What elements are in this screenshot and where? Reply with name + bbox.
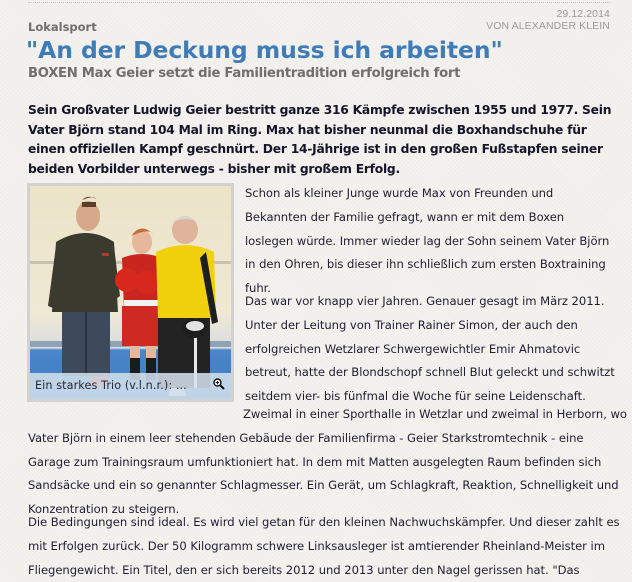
article-photo[interactable]: [30, 186, 231, 399]
article-lead: Sein Großvater Ludwig Geier bestritt ganze 316 Kämpfe zwischen 1955 und 1977. Sein Vater Björn stand 104 Mal im Ring. Max hat bisher neunmal die Boxhandschuhe für einen offiziellen Kampf geschnürt. Der 14-Jährige ist in den großen Fußstapfen seiner beiden Vorbilder unterwegs - bisher mit großem Erfolg.: [28, 103, 612, 176]
article-meta: [486, 8, 610, 32]
article-paragraph: Das war vor knapp vier Jahren. Genauer gesagt im März 2011. Unter der Leitung von Trainer Rainer Simon, der auch den erfolgreichen Wetzlarer Schwergewichtler Emir Ahmatovic betreut, hatte der Blondschopf schnell Blut geleckt und schwitzt seitdem vier- bis fünfmal die Woche für seine Leidenschaft.: [245, 294, 615, 404]
article-date: 29.12.2014: [556, 8, 610, 20]
image-caption-bar[interactable]: [30, 373, 231, 399]
magnifier-plus-icon[interactable]: [213, 378, 225, 390]
article-image-figure[interactable]: [27, 183, 234, 402]
image-caption: Ein starkes Trio (v.l.n.r.): ...: [35, 379, 187, 392]
article-headline: "An der Deckung muss ich arbeiten": [26, 36, 503, 64]
article-paragraph: Schon als kleiner Junge wurde Max von Freunden und Bekannten der Familie gefragt, wann er mit dem Boxen loslegen würde. Immer wieder lag der Sohn seinem Vater Björn in den Ohren, bis dieser ihn schließlich zum ersten Boxtraining fuhr.: [245, 186, 610, 296]
photo-illustration: [30, 186, 231, 399]
article-paragraph: Die Bedingungen sind ideal. Es wird viel getan für den kleinen Nachwuchskämpfer. Und dieser zahlt es mit Erfolgen zurück. Der 50 Kilogramm schwere Linksausleger ist amtierender Rheinland-Meister im Fliegengewicht. Ein Titel, den er sich bereits 2012 und 2013 unter den Nagel gerissen hat. "Das: [28, 515, 620, 577]
top-divider: [28, 2, 610, 3]
section-kicker: Lokalsport: [28, 20, 97, 34]
article-subheadline: BOXEN Max Geier setzt die Familientradition erfolgreich fort: [28, 66, 461, 81]
article-author: VON ALEXANDER KLEIN: [486, 20, 610, 32]
article-paragraph: Zweimal in einer Sporthalle in Wetzlar und zweimal in Herborn, wo Vater Björn in einem leer stehenden Gebäude der Familienfirma - Geier Starkstromtechnik - eine Garage zum Trainingsraum umfunktioniert hat. In dem mit Matten ausgelegten Raum befinden sich Sandsäcke und ein so genannter Schlagmesser. Ein Gerät, um Schlagkraft, Reaktion, Schnelligkeit und Konzentration zu steigern.: [28, 407, 627, 517]
